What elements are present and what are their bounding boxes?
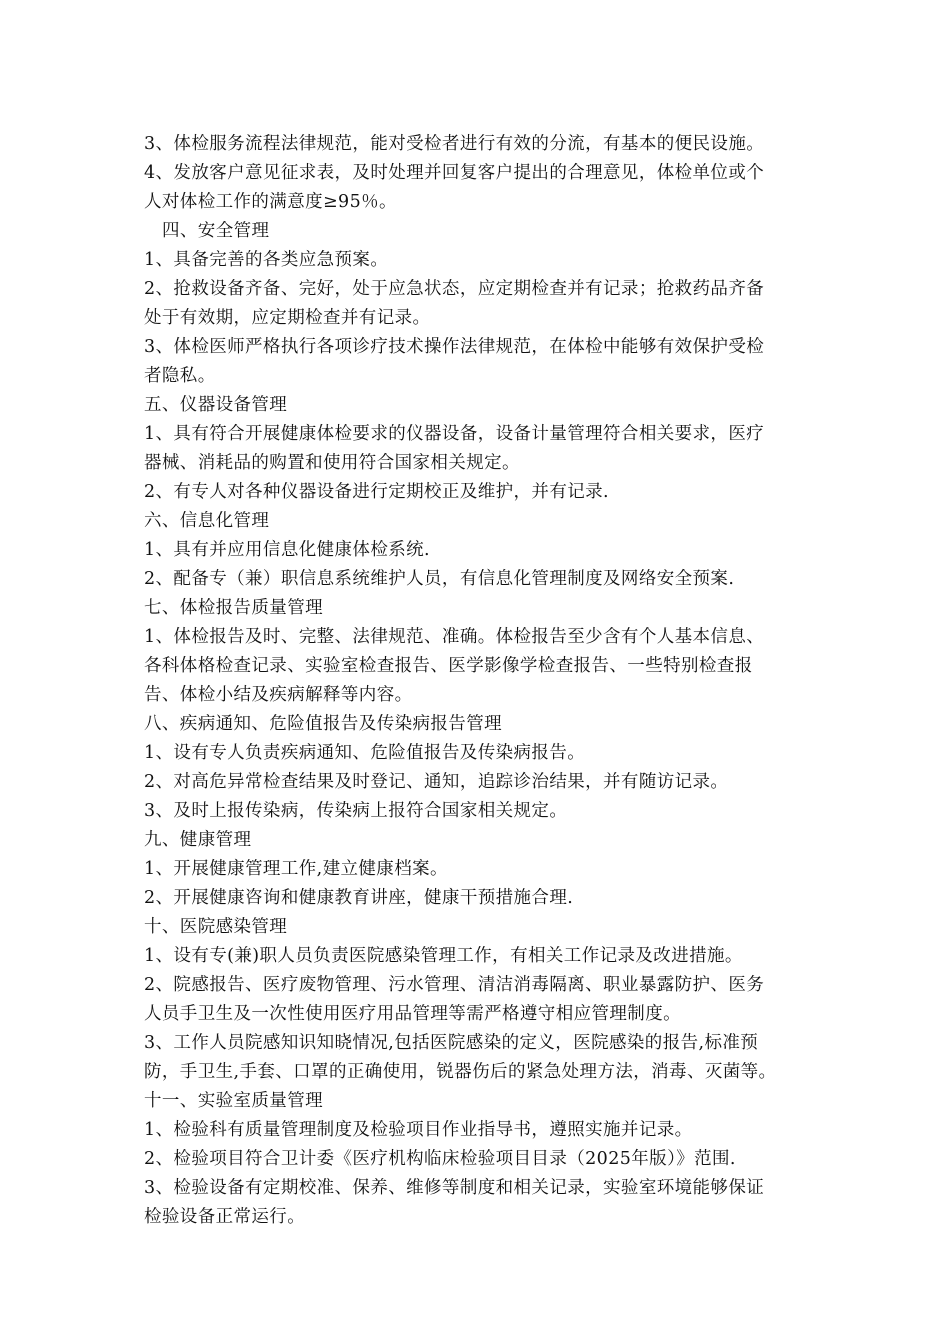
list-item: 3、体检医师严格执行各项诊疗技术操作法律规范，在体检中能够有效保护受检 — [144, 337, 765, 357]
section-heading: 五、仪器设备管理 — [144, 395, 288, 415]
list-item: 1、具备完善的各类应急预案。 — [144, 250, 389, 270]
section-heading: 十一、实验室质量管理 — [144, 1091, 323, 1111]
list-item-continuation: 人员手卫生及一次性使用医疗用品管理等需严格遵守相应管理制度。 — [144, 1004, 681, 1024]
list-item: 2、有专人对各种仪器设备进行定期校正及维护，并有记录. — [144, 482, 609, 502]
list-item: 2、院感报告、医疗废物管理、污水管理、清洁消毒隔离、职业暴露防护、医务 — [144, 975, 765, 995]
list-item-continuation: 检验设备正常运行。 — [144, 1207, 306, 1227]
section-heading: 九、健康管理 — [144, 830, 252, 850]
list-item: 2、配备专（兼）职信息系统维护人员，有信息化管理制度及网络安全预案. — [144, 569, 735, 589]
section-heading: 六、信息化管理 — [144, 511, 270, 531]
section-heading: 四、安全管理 — [162, 221, 270, 241]
list-item: 1、具有符合开展健康体检要求的仪器设备，设备计量管理符合相关要求，医疗 — [144, 424, 765, 444]
section-heading: 八、疾病通知、危险值报告及传染病报告管理 — [144, 714, 502, 734]
list-item: 1、开展健康管理工作,建立健康档案。 — [144, 859, 448, 879]
list-item-continuation: 各科体格检查记录、实验室检查报告、医学影像学检查报告、一些特别检查报 — [144, 656, 753, 676]
list-item: 2、抢救设备齐备、完好，处于应急状态，应定期检查并有记录；抢救药品齐备 — [144, 279, 765, 299]
list-item-continuation: 人对体检工作的满意度≥95％。 — [144, 192, 397, 212]
document-body — [144, 130, 824, 1232]
section-heading: 十、医院感染管理 — [144, 917, 288, 937]
list-item: 3、体检服务流程法律规范，能对受检者进行有效的分流，有基本的便民设施。 — [144, 134, 765, 154]
list-item: 4、发放客户意见征求表，及时处理并回复客户提出的合理意见，体检单位或个 — [144, 163, 765, 183]
list-item: 1、设有专人负责疾病通知、危险值报告及传染病报告。 — [144, 743, 586, 763]
list-item-continuation: 防，手卫生,手套、口罩的正确使用，锐器伤后的紧急处理方法，消毒、灭菌等。 — [144, 1062, 777, 1082]
list-item-continuation: 处于有效期，应定期检查并有记录。 — [144, 308, 431, 328]
list-item-continuation: 者隐私。 — [144, 366, 216, 386]
list-item: 3、检验设备有定期校准、保养、维修等制度和相关记录，实验室环境能够保证 — [144, 1178, 765, 1198]
list-item: 1、设有专(兼)职人员负责医院感染管理工作，有相关工作记录及改进措施。 — [144, 946, 743, 966]
list-item: 1、体检报告及时、完整、法律规范、准确。体检报告至少含有个人基本信息、 — [144, 627, 765, 647]
section-heading: 七、体检报告质量管理 — [144, 598, 323, 618]
list-item: 3、及时上报传染病，传染病上报符合国家相关规定。 — [144, 801, 568, 821]
list-item-continuation: 器械、消耗品的购置和使用符合国家相关规定。 — [144, 453, 520, 473]
list-item: 1、检验科有质量管理制度及检验项目作业指导书，遵照实施并记录。 — [144, 1120, 693, 1140]
list-item: 3、工作人员院感知识知晓情况,包括医院感染的定义，医院感染的报告,标准预 — [144, 1033, 759, 1053]
list-item: 1、具有并应用信息化健康体检系统. — [144, 540, 430, 560]
list-item: 2、检验项目符合卫计委《医疗机构临床检验项目目录（2025年版）》范围. — [144, 1149, 736, 1169]
list-item: 2、开展健康咨询和健康教育讲座，健康干预措施合理. — [144, 888, 574, 908]
list-item-continuation: 告、体检小结及疾病解释等内容。 — [144, 685, 413, 705]
list-item: 2、对高危异常检查结果及时登记、通知，追踪诊治结果，并有随访记录。 — [144, 772, 729, 792]
